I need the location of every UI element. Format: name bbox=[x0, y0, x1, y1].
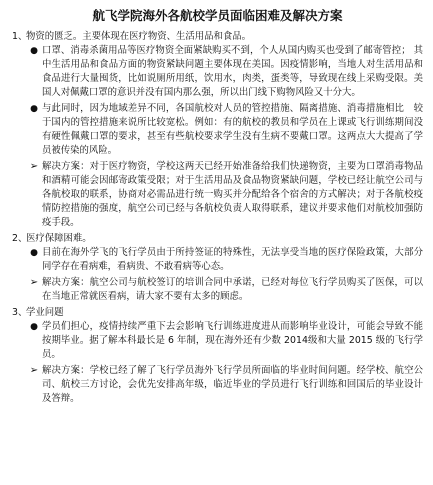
bullet-list bbox=[12, 320, 423, 406]
bullet-dot-icon bbox=[29, 320, 39, 334]
section-heading-text: 医疗保障困难。 bbox=[26, 233, 92, 244]
document-title: 航飞学院海外各航校学员面临困难及解决方案 bbox=[92, 8, 343, 23]
section-academics bbox=[12, 306, 423, 406]
section-number: 2、 bbox=[12, 233, 28, 244]
bullet-arrow-icon bbox=[29, 160, 39, 174]
list-item-text: 解决方案：对于医疗物资，学校这两天已经开始准备给我们快递物资，主要为口罩消毒物品和酒精可能会因邮寄政策受限；对于生活用品及食品物资紧缺问题，学校已经让航空公司与各航校取的联系，协商对必需品进行统一购买并分配给各个宿舍的方式解决；对于各航校疫情防控措施的强度，航空公司已经与各航校负责人取得联系，建议并要求他们对航校加强防疫手段。 bbox=[42, 161, 423, 228]
bullet-list bbox=[12, 246, 423, 304]
section-medical bbox=[12, 232, 423, 304]
list-item bbox=[12, 320, 423, 362]
bullet-list bbox=[12, 44, 423, 230]
list-item-text: 解决方案：航空公司与航校签订的培训合同中承诺，已经对每位飞行学员购买了医保，可以在当地正常就医看病，请大家不要有太多的顾虑。 bbox=[42, 277, 423, 302]
section-number: 3、 bbox=[12, 307, 28, 318]
bullet-dot-icon bbox=[29, 102, 39, 116]
list-item bbox=[12, 246, 423, 274]
bullet-dot-icon bbox=[29, 44, 39, 58]
list-item bbox=[12, 102, 423, 158]
list-item-text: 与此同时，因为地域差异不同，各国航校对人员的管控措施、隔离措施、消毒措施相比 较于国内的管控措施来说所比较宽松。例如：有的航校的教员和学员在上课或飞行训练期间没有硬性佩戴口罩的要求，甚至有些航校要求学生没有生病不要戴口罩。这两点大大提高了学员被传染的风险。 bbox=[42, 103, 423, 156]
bullet-dot-icon bbox=[29, 246, 39, 260]
list-item bbox=[12, 276, 423, 304]
list-item bbox=[12, 160, 423, 230]
section-heading bbox=[12, 306, 423, 319]
section-heading bbox=[12, 232, 423, 245]
section-number: 1、 bbox=[12, 31, 28, 42]
list-item-text: 解决方案：学校已经了解了飞行学员海外飞行学员所面临的毕业时间问题。经学校、航空公司、航校三方讨论，会优先安排高年级，临近毕业的学员进行飞行训练和回国后的毕业设计及答辩。 bbox=[42, 365, 423, 404]
section-heading bbox=[12, 30, 423, 43]
list-item bbox=[12, 44, 423, 100]
list-item-text: 目前在海外学飞的飞行学员由于所持签证的特殊性，无法享受当地的医疗保险政策，大部分同学存在看病难，看病贵、不敢看病等心态。 bbox=[42, 247, 423, 272]
section-supplies bbox=[12, 30, 423, 230]
list-item-text: 学员们担心，疫情持续严重下去会影响飞行训练进度进从而影响毕业设计，可能会导致不能按期毕业。据了解本科最长是 6 年制，现在海外还有少数 2014级和大量 2015 级的飞行学员。 bbox=[42, 321, 423, 360]
bullet-arrow-icon bbox=[29, 276, 39, 290]
list-item-text: 口罩、消毒杀菌用品等医疗物资全面紧缺购买不到，个人从国内购买也受到了邮寄管控； 其中生活用品和食品方面的物资紧缺问题主要体现在美国。因疫情影响，当地人对生活用品和食品进行大量囤货，比如说厕所用纸，饮用水，肉类，蛋类等，导致现在线上采购受限。美国人对佩戴口罩的意识并没有国内那么强，所以出门线下购物风险又十分大。 bbox=[42, 45, 423, 98]
bullet-arrow-icon bbox=[29, 364, 39, 378]
list-item bbox=[12, 364, 423, 406]
section-heading-text: 物资的匮乏。主要体现在医疗物资、生活用品和食品。 bbox=[26, 31, 252, 42]
section-heading-text: 学业问题 bbox=[26, 307, 64, 318]
